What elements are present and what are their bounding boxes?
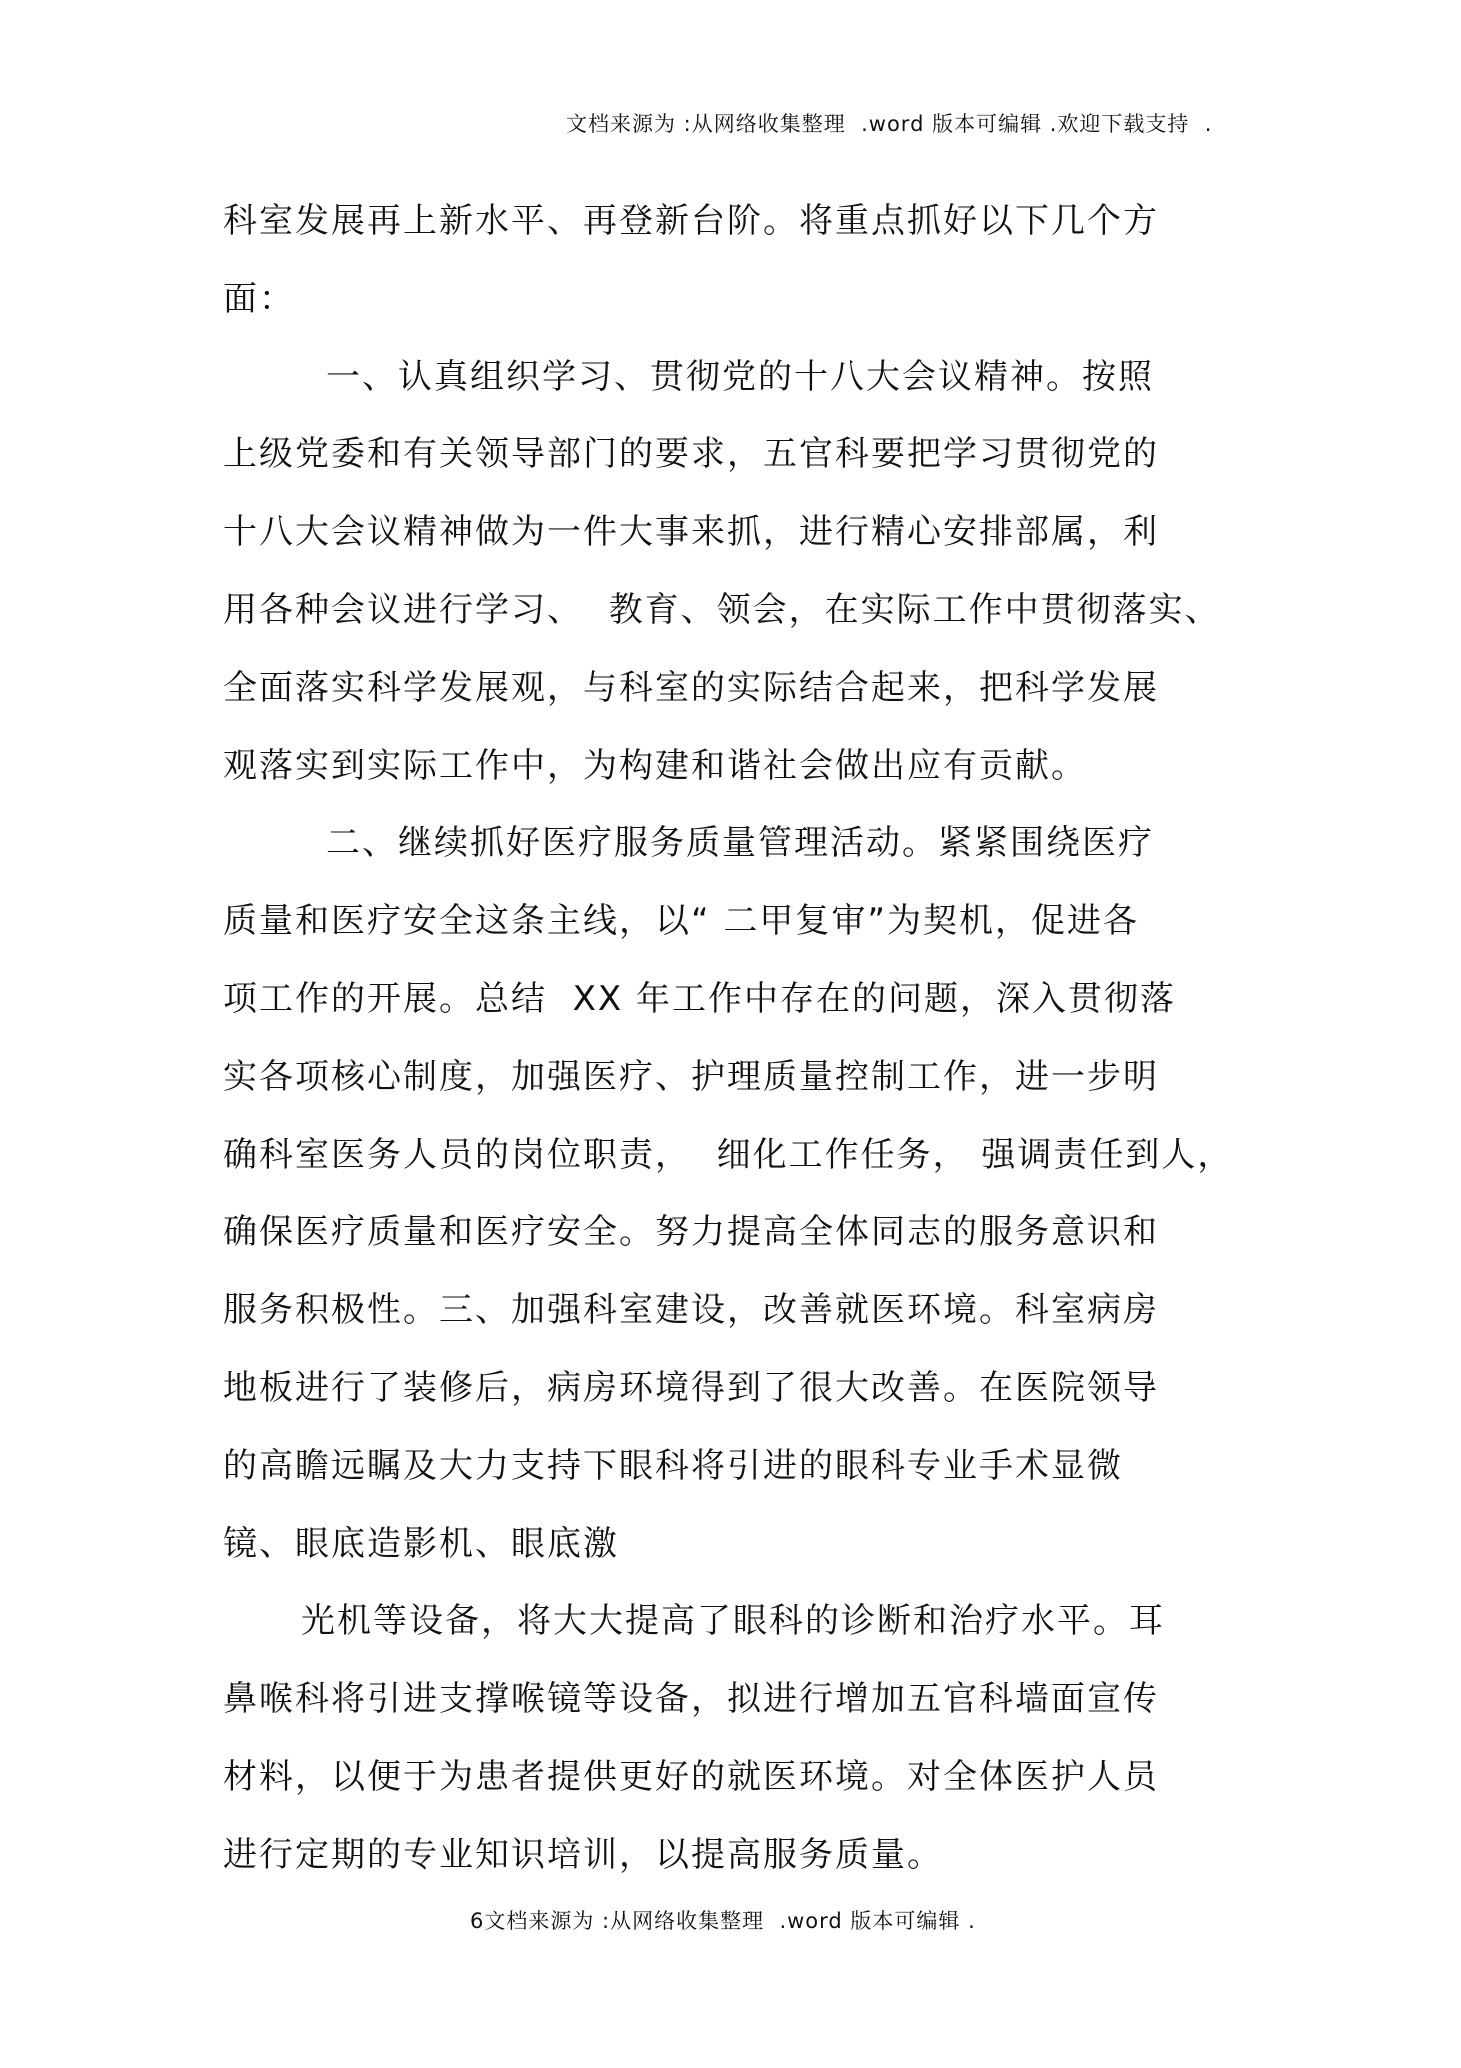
text-line: 进行定期的专业知识培训，以提高服务质量。 [223, 1834, 943, 1875]
text-line: 服务积极性。三、加强科室建设，改善就医环境。科室病房 [223, 1290, 1159, 1331]
text-line: 观落实到实际工作中，为构建和谐社会做出应有贡献。 [223, 745, 1087, 786]
section-two-heading-line: 二、继续抓好医疗服务质量管理活动。紧紧围绕医疗 [326, 823, 1154, 864]
text-line: 确科室医务人员的岗位职责， 细化工作任务， 强调责任到人， [223, 1134, 1234, 1175]
text-line: 全面落实科学发展观，与科室的实际结合起来，把科学发展 [223, 667, 1159, 708]
text-line: 光机等设备，将大大提高了眼科的诊断和治疗水平。耳 [301, 1601, 1165, 1642]
text-line: 实各项核心制度，加强医疗、护理质量控制工作，进一步明 [223, 1056, 1159, 1097]
text-line: 镜、眼底造影机、眼底激 [223, 1523, 619, 1564]
text-line: 地板进行了装修后，病房环境得到了很大改善。在医院领导 [223, 1367, 1159, 1408]
text-line: 确保医疗质量和医疗安全。努力提高全体同志的服务意识和 [223, 1212, 1159, 1253]
text-line: 用各种会议进行学习、 教育、领会，在实际工作中贯彻落实、 [223, 589, 1221, 630]
text-line: 材料，以便于为患者提供更好的就医环境。对全体医护人员 [223, 1756, 1159, 1797]
text-line: 十八大会议精神做为一件大事来抓，进行精心安排部属，利 [223, 512, 1159, 553]
text-line: 的高瞻远瞩及大力支持下眼科将引进的眼科专业手术显微 [223, 1445, 1123, 1486]
text-line: 科室发展再上新水平、再登新台阶。将重点抓好以下几个方 [223, 201, 1159, 241]
text-line: 质量和医疗安全这条主线，以“ 二甲复审”为契机，促进各 [223, 901, 1140, 942]
document-body [223, 195, 1343, 1907]
text-line: 项工作的开展。总结 XX 年工作中存在的问题，深入贯彻落 [223, 978, 1177, 1019]
page-header: 文档来源为 :从网络收集整理 .word 版本可编辑 .欢迎下载支持 . [566, 112, 1213, 136]
page-footer: 6文档来源为 :从网络收集整理 .word 版本可编辑 . [470, 1909, 976, 1933]
text-line: 面： [223, 278, 295, 319]
text-line: 上级党委和有关领导部门的要求，五官科要把学习贯彻党的 [223, 434, 1159, 475]
text-line: 鼻喉科将引进支撑喉镜等设备，拟进行增加五官科墙面宣传 [223, 1679, 1159, 1720]
section-one-heading-line: 一、认真组织学习、贯彻党的十八大会议精神。按照 [326, 356, 1154, 397]
